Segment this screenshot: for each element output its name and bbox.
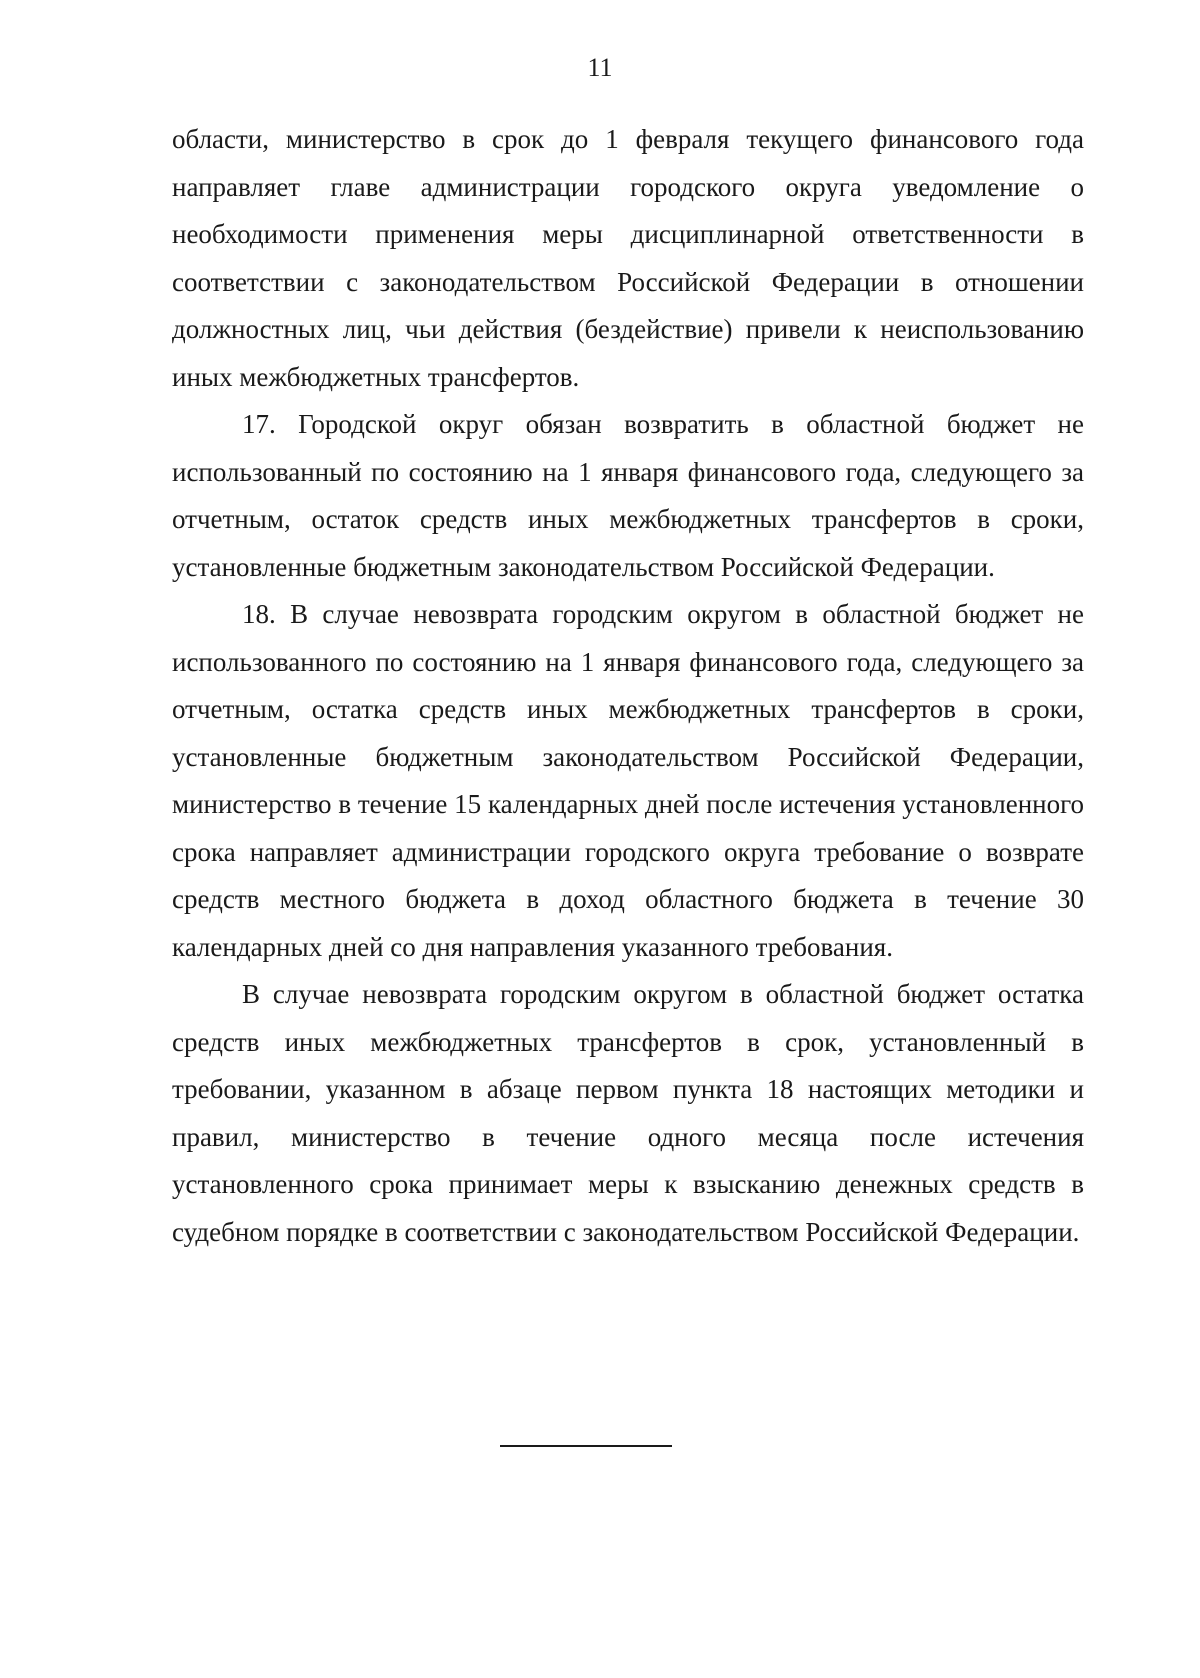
- paragraph-18-second: В случае невозврата городским округом в областной бюджет остатка средств иных межбюджетных трансфертов в срок, установленный в требовании, указанном в абзаце первом пункта 18 настоящих методики и правил, министерство в течение одного месяца после истечения установленного срока принимает меры к взысканию денежных средств в судебном порядке в соответствии с законодательством Российской Федерации.: [172, 979, 1084, 1247]
- paragraph-18: 18. В случае невозврата городским округом в областной бюджет не использованного по состоянию на 1 января финансового года, следующего за отчетным, остатка средств иных межбюджетных трансфертов в сроки, установленные бюджетным законодательством Российской Федерации, министерство в течение 15 календарных дней после истечения установленного срока направляет администрации городского округа требование о возврате средств местного бюджета в доход областного бюджета в течение 30 календарных дней со дня направления указанного требования.: [172, 599, 1084, 962]
- paragraph-continued: области, министерство в срок до 1 февраля текущего финансового года направляет главе администрации городского округа уведомление о необходимости применения меры дисциплинарной ответственности в соответствии с законодательством Российской Федерации в отношении должностных лиц, чьи действия (бездействие) привели к неиспользованию иных межбюджетных трансфертов.: [172, 124, 1084, 392]
- paragraph-17: 17. Городской округ обязан возвратить в областной бюджет не использованный по состоянию на 1 января финансового года, следующего за отчетным, остаток средств иных межбюджетных трансфертов в сроки, установленные бюджетным законодательством Российской Федерации.: [172, 409, 1084, 582]
- document-body: [172, 116, 1084, 1256]
- page-number: 11: [587, 53, 613, 82]
- end-separator-line: [500, 1445, 672, 1447]
